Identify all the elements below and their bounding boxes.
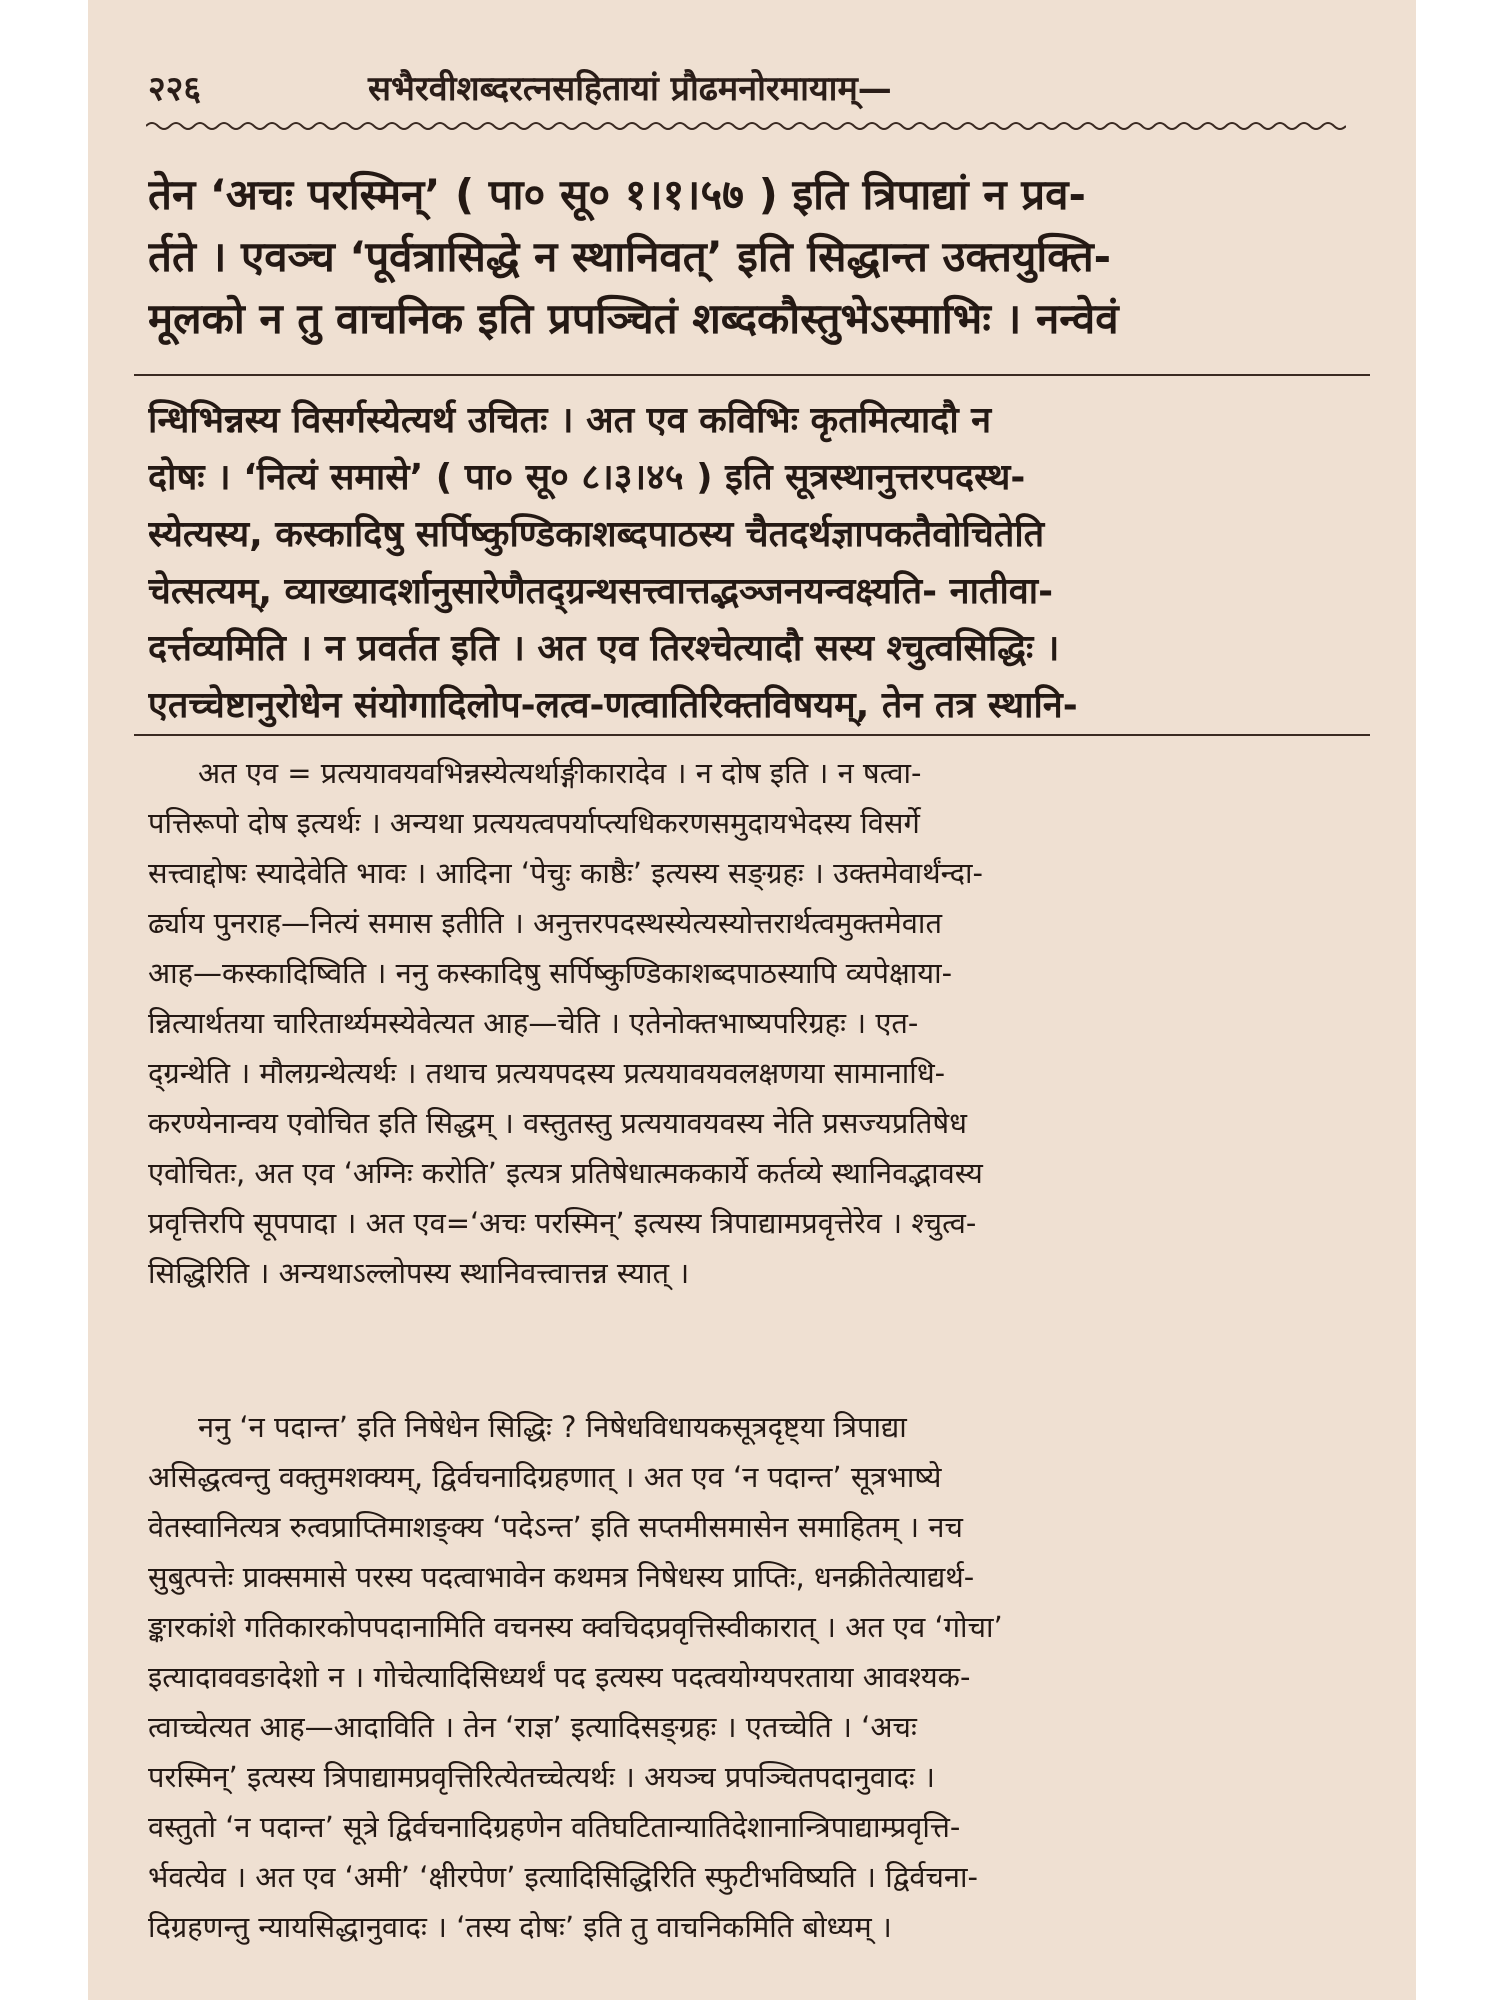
text-line: करण्येनान्वय एवोचित इति सिद्धम् । वस्तुतस्तु प्रत्ययावयवस्य नेति प्रसज्यप्रतिषेध (148, 1106, 968, 1140)
text-line: दोषः । ‘नित्यं समासे’ ( पा० सू० ८।३।४५ ) इति सूत्रस्थानुत्तरपदस्थ- (148, 457, 1026, 498)
page-header (88, 56, 1416, 116)
text-line: चेत्सत्यम्, व्याख्यादर्शानुसारेणैतद्ग्रन्थसत्त्वात्तद्भञ्जनयन्वक्ष्यति- नातीवा- (148, 571, 1054, 612)
text-line: र्ढ्याय पुनराह—नित्यं समास इतीति । अनुत्तरपदस्थस्येत्यस्योत्तरार्थत्वमुक्तमेवात (148, 906, 942, 940)
divider-rule (134, 734, 1370, 736)
wavy-rule (146, 118, 1346, 134)
text-line: वेतस्वानित्यत्र रुत्वप्राप्तिमाशङ्क्य ‘पदेऽन्त’ इति सप्तमीसमासेन समाहितम् । नच (148, 1510, 963, 1544)
mula-text (148, 164, 1388, 350)
text-line: द्ग्रन्थेति । मौलग्रन्थेत्यर्थः । तथाच प्रत्ययपदस्य प्रत्ययावयवलक्षणया सामानाधि- (148, 1056, 946, 1090)
text-line: मूलको न तु वाचनिक इति प्रपञ्चितं शब्दकौस्तुभेऽस्माभिः । नन्वेवं (148, 294, 1119, 343)
text-line: अत एव = प्रत्ययावयवभिन्नस्येत्यर्थाङ्गीकारादेव । न दोष इति । न षत्वा- (198, 756, 922, 790)
text-line: ननु ‘न पदान्त’ इति निषेधेन सिद्धिः ? निषेधविधायकसूत्रदृष्ट्या त्रिपाद्या (198, 1410, 907, 1444)
running-title: सभैरवीशब्दरत्नसहितायां प्रौढमनोरमायाम्— (368, 69, 892, 109)
text-line: परस्मिन्’ इत्यस्य त्रिपाद्यामप्रवृत्तिरित्येतच्चेत्यर्थः । अयञ्च प्रपञ्चितपदानुवादः । (148, 1760, 935, 1794)
text-line: प्रवृत्तिरपि सूपपादा । अत एव=‘अचः परस्मिन्’ इत्यस्य त्रिपाद्यामप्रवृत्तेरेव । श्चुत्व- (148, 1206, 977, 1240)
text-line: पत्तिरूपो दोष इत्यर्थः । अन्यथा प्रत्ययत्वपर्याप्त्यधिकरणसमुदायभेदस्य विसर्गे (148, 806, 920, 840)
text-line: त्वाच्चेत्यत आह—आदाविति । तेन ‘राज्ञ’ इत्यादिसङ्ग्रहः । एतच्चेति । ‘अचः (148, 1710, 917, 1744)
page-number: २२६ (148, 69, 202, 109)
text-line: र्तते । एवञ्च ‘पूर्वत्रासिद्धे न स्थानिवत्’ इति सिद्धान्त उक्तयुक्ति- (148, 232, 1112, 281)
text-line: वस्तुतो ‘न पदान्त’ सूत्रे द्विर्वचनादिग्रहणेन वतिघटितान्यातिदेशानान्त्रिपाद्याम्प्रवृत्ति- (148, 1810, 961, 1844)
text-line: दिग्रहणन्तु न्यायसिद्धानुवादः । ‘तस्य दोषः’ इति तु वाचनिकमिति बोध्यम् । (148, 1910, 892, 1944)
text-line: एवोचितः, अत एव ‘अग्निः करोति’ इत्यत्र प्रतिषेधात्मककार्ये कर्तव्ये स्थानिवद्भावस्य (148, 1156, 983, 1190)
text-line: असिद्धत्वन्तु वक्तुमशक्यम्, द्विर्वचनादिग्रहणात् । अत एव ‘न पदान्त’ सूत्रभाष्ये (148, 1460, 942, 1494)
text-line: तेन ‘अचः परस्मिन्’ ( पा० सू० १।१।५७ ) इति त्रिपाद्यां न प्रव- (148, 170, 1086, 219)
text-line: सिद्धिरिति । अन्यथाऽल्लोपस्य स्थानिवत्त्वात्तन्न स्यात् । (148, 1256, 690, 1290)
text-line: न्धिभिन्नस्य विसर्गस्येत्यर्थ उचितः । अत एव कविभिः कृतमित्यादौ न (148, 400, 992, 441)
divider-rule (134, 374, 1370, 376)
text-line: ङ्कारकांशे गतिकारकोपपदानामिति वचनस्य क्वचिदप्रवृत्तिस्वीकारात् । अत एव ‘गोचा’ (148, 1610, 1003, 1644)
bhairavi-commentary-paragraph-2 (148, 1402, 1398, 1952)
bhairavi-commentary-paragraph-1 (148, 748, 1398, 1298)
text-line: सुबुत्पत्तेः प्राक्समासे परस्य पदत्वाभावेन कथमत्र निषेधस्य प्राप्तिः, धनक्रीतेत्याद्यर्थ- (148, 1560, 975, 1594)
text-line: आह—कस्कादिष्विति । ननु कस्कादिषु सर्पिष्कुण्डिकाशब्दपाठस्यापि व्यपेक्षाया- (148, 956, 953, 990)
shabdaratna-commentary (148, 392, 1388, 734)
text-line: र्भवत्येव । अत एव ‘अमी’ ‘क्षीरपेण’ इत्यादिसिद्धिरिति स्फुटीभविष्यति । द्विर्वचना- (148, 1860, 978, 1894)
text-line: न्नित्यार्थतया चारितार्थ्यमस्येवेत्यत आह—चेति । एतेनोक्तभाष्यपरिग्रहः । एत- (148, 1006, 919, 1040)
text-line: सत्त्वाद्दोषः स्यादेवेति भावः । आदिना ‘पेचुः काष्ठैः’ इत्यस्य सङ्ग्रहः । उक्तमेवार्थंन्दा- (148, 856, 983, 890)
text-line: एतच्चेष्टानुरोधेन संयोगादिलोप-लत्व-णत्वातिरिक्तविषयम्, तेन तत्र स्थानि- (148, 685, 1078, 726)
book-page (88, 0, 1416, 2000)
text-line: इत्यादाववङादेशो न । गोचेत्यादिसिध्यर्थं पद इत्यस्य पदत्वयोग्यपरताया आवश्यक- (148, 1660, 971, 1694)
text-line: स्येत्यस्य, कस्कादिषु सर्पिष्कुण्डिकाशब्दपाठस्य चैतदर्थज्ञापकतैवोचितेति (148, 514, 1045, 555)
text-line: दर्त्तव्यमिति । न प्रवर्तत इति । अत एव तिरश्चेत्यादौ सस्य श्चुत्वसिद्धिः । (148, 628, 1060, 669)
